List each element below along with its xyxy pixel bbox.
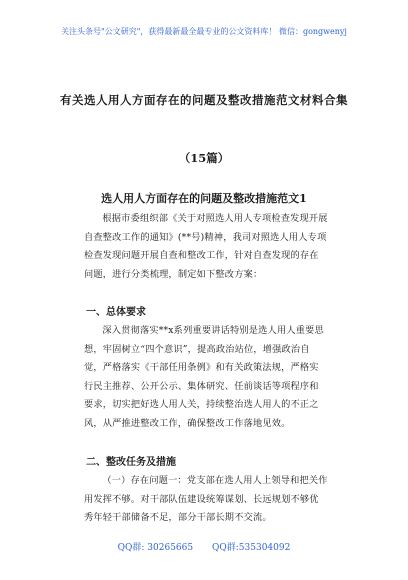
article-count: （15篇） xyxy=(178,151,230,165)
footer xyxy=(0,540,408,553)
document-title: 有关选人用人方面存在的问题及整改措施范文材料合集 xyxy=(60,93,348,107)
header-note: 关注头条号"公文研究"，获得最新最全最专业的公文资料库！ 微信：gongwenyj xyxy=(61,27,347,36)
problem-paragraph: （一）存在问题一：党支部在选人用人上领导和把关作用发挥不够。对干部队伍建设统筹谋划、长远规划不够优秀年轻干部储备不足，部分干部长期不交流。 xyxy=(84,475,328,524)
requirements-paragraph: 深入贯彻落实**x系列重要讲话特别是选人用人重要思想，牢固树立“四个意识”，提高政治站位，增强政治自觉，严格落实《干部任用条例》和有关政策法规，严格实行民主推荐、公开公示、集体研究、任前谈话等项程序和要求，切实把好选人用人关，持续整治选人用人的不正之风，从严推进整改工作，确保整改工作落地见效。 xyxy=(84,325,324,429)
footer-qq-group-1: QQ群: 30265665 xyxy=(117,543,194,553)
section-title: 选人用人方面存在的问题及整改措施范文1 xyxy=(101,192,307,205)
footer-qq-group-2: QQ群:535304092 xyxy=(212,543,291,553)
intro-paragraph: 根据市委组织部《关于对照选人用人专项检查发现开展自查整改工作的通知》(**号)精神，我司对照选人用人专项检查发现问题开展自查和整改工作，针对自查发现的存在问题，进行分类梳理，制定如下整改方案： xyxy=(84,213,328,280)
heading-general-requirements: 一、总体要求 xyxy=(86,307,146,318)
heading-tasks-measures: 二、整改任务及措施 xyxy=(86,457,176,468)
